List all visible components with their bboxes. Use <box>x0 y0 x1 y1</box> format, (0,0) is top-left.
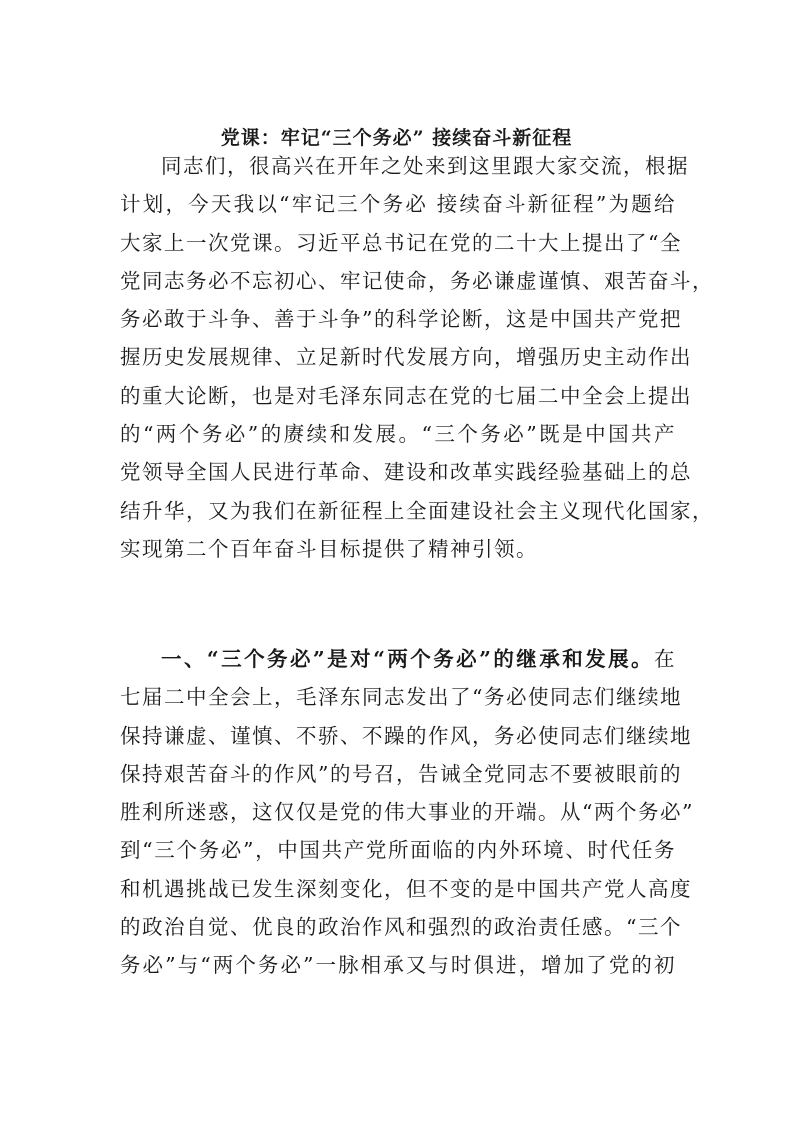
paragraph-line: 大家上一次党课。习近平总书记在党的二十大上提出了“全 <box>120 230 682 255</box>
paragraph-line: 计划，今天我以“牢记三个务必 接续奋斗新征程”为题给 <box>120 192 676 217</box>
paragraph-line: 结升华，又为我们在新征程上全面建设社会主义现代化国家， <box>120 498 714 523</box>
paragraph-line: 七届二中全会上，毛泽东同志发出了“务必使同志们继续地 <box>120 685 682 710</box>
paragraph-line: 务必敢于斗争、善于斗争”的科学论断，这是中国共产党把 <box>120 307 682 332</box>
paragraph-line: 党领导全国人民进行革命、建设和改革实践经验基础上的总 <box>120 460 692 485</box>
paragraph-line: 党同志务必不忘初心、牢记使命，务必谦虚谨慎、艰苦奋斗， <box>120 268 714 293</box>
paragraph-line: 到“三个务必”，中国共产党所面临的内外环境、时代任务 <box>120 838 676 863</box>
paragraph-line: 胜利所迷惑，这仅仅是党的伟大事业的开端。从“两个务必” <box>120 800 694 825</box>
paragraph-line: 同志们，很高兴在开年之处来到这里跟大家交流，根据 <box>161 154 689 178</box>
paragraph-line: 握历史发展规律、立足新时代发展方向，增强历史主动作出 <box>120 345 692 370</box>
section-one-heading: 一、“三个务必”是对“两个务必”的继承和发展。 <box>161 647 654 671</box>
paragraph-line: 保持艰苦奋斗的作风”的号召，告诫全党同志不要被眼前的 <box>120 761 682 786</box>
paragraph-line: 和机遇挑战已发生深刻变化，但不变的是中国共产党人高度 <box>120 876 692 901</box>
paragraph-line: 的“两个务必”的赓续和发展。“三个务必”既是中国共产 <box>120 422 676 447</box>
section-one-paragraph <box>120 640 694 985</box>
document-title: 党课：牢记“三个务必” 接续奋斗新征程 <box>220 127 573 149</box>
paragraph-line: 的政治自觉、优良的政治作风和强烈的政治责任感。“三个 <box>120 915 682 940</box>
section-heading-tail: 在 <box>654 647 676 671</box>
paragraph-line: 保持谦虚、谨慎、不骄、不躁的作风，务必使同志们继续地 <box>120 723 692 748</box>
section-heading-line <box>120 640 676 678</box>
paragraph-line: 的重大论断，也是对毛泽东同志在党的七届二中全会上提出 <box>120 383 692 408</box>
intro-paragraph <box>120 147 714 568</box>
paragraph-line: 务必”与“两个务必”一脉相承又与时俱进，增加了党的初 <box>120 953 676 978</box>
paragraph-line: 实现第二个百年奋斗目标提供了精神引领。 <box>120 536 538 561</box>
